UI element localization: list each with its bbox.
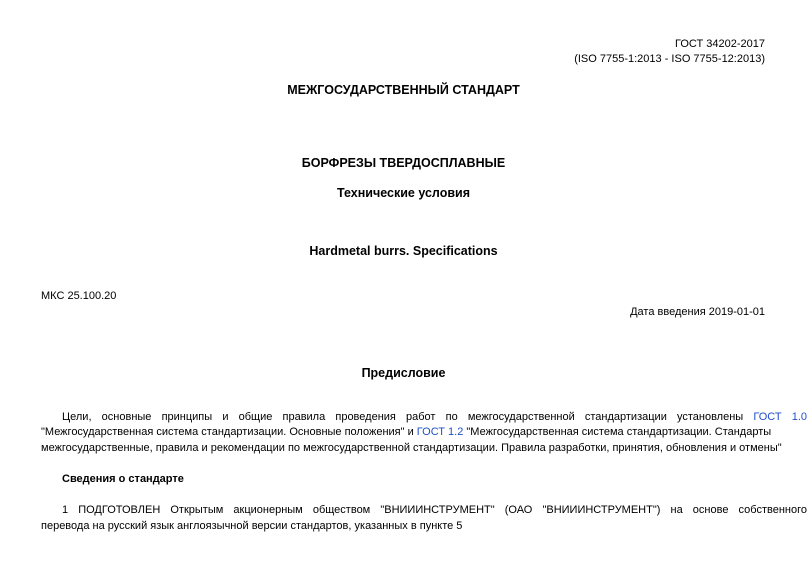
- item-1-line-2: перевода на русский язык англоязычной версии стандартов, указанных в пункте 5: [41, 520, 463, 532]
- foreword-heading: Предисловие: [361, 366, 446, 380]
- foreword-paragraph-line-3: межгосударственные, правила и рекомендации по межгосударственной стандартизации. Правила разработки, принятия, обновления и отмены": [41, 442, 782, 454]
- standard-main-title: БОРФРЕЗЫ ТВЕРДОСПЛАВНЫЕ: [301, 156, 506, 170]
- gost-1-0-link[interactable]: ГОСТ 1.0: [753, 411, 807, 423]
- interstate-standard-title: МЕЖГОСУДАРСТВЕННЫЙ СТАНДАРТ: [287, 83, 520, 97]
- mks-code: МКС 25.100.20: [41, 290, 117, 302]
- standard-subtitle: Технические условия: [336, 186, 470, 200]
- foreword-text-2: "Межгосударственная система стандартизации. Основные положения" и: [41, 426, 414, 438]
- foreword-paragraph-line-1: [41, 411, 807, 423]
- gost-1-2-link[interactable]: ГОСТ 1.2: [416, 426, 464, 438]
- gost-number: ГОСТ 34202-2017: [675, 38, 765, 50]
- foreword-text-3: "Межгосударственная система стандартизации. Стандарты: [466, 426, 772, 438]
- item-1-line-1: [41, 504, 807, 516]
- english-title: Hardmetal burrs. Specifications: [309, 244, 498, 258]
- item-1-text: 1 ПОДГОТОВЛЕН Открытым акционерным обществом "ВНИИИНСТРУМЕНТ" (ОАО "ВНИИИНСТРУМЕНТ") на основе собственного: [62, 504, 807, 516]
- standard-info-heading: Сведения о стандарте: [62, 473, 184, 485]
- intro-date: Дата введения 2019-01-01: [630, 306, 765, 318]
- iso-reference: (ISO 7755-1:2013 - ISO 7755-12:2013): [574, 53, 765, 65]
- foreword-paragraph-line-2: [41, 426, 772, 438]
- foreword-text-1: Цели, основные принципы и общие правила проведения работ по межгосударственной стандартизации установлены: [62, 411, 744, 423]
